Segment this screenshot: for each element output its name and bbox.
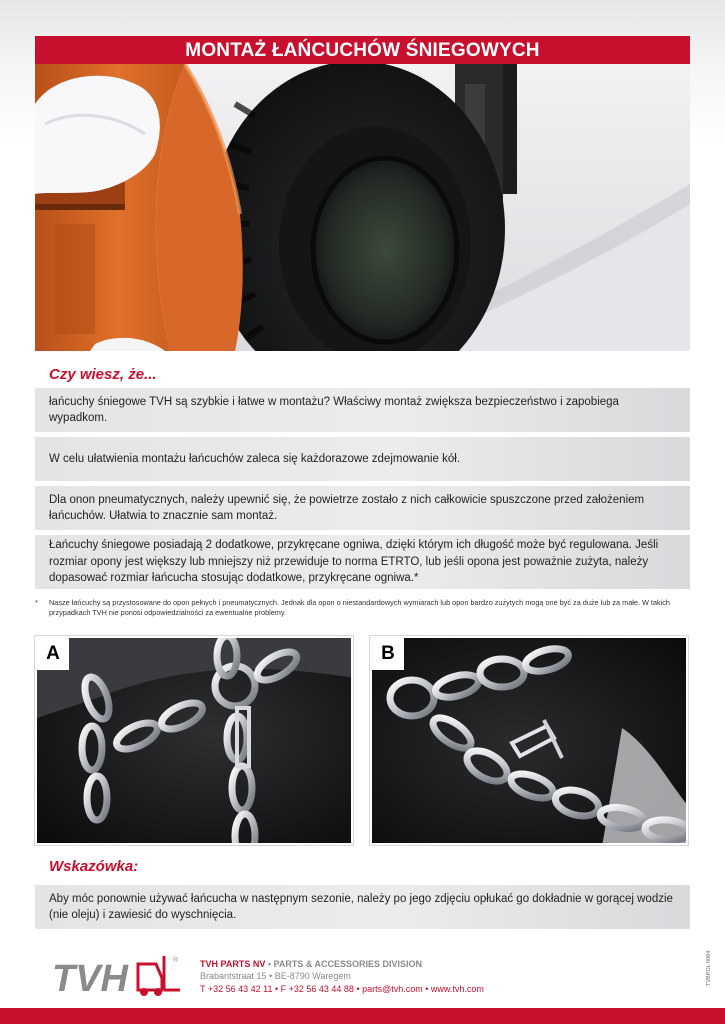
info-box-deflate-tires bbox=[35, 486, 690, 532]
tip-text: Aby móc ponownie używać łańcucha w następnym sezonie, należy po jego zdjęciu opłukać go dokładnie w gorącej wodzie (nie oleju) i zawiesić do wyschnięcia. bbox=[49, 892, 673, 921]
logo-text: TVH bbox=[52, 958, 128, 998]
tvh-logo bbox=[52, 950, 184, 998]
company-name: TVH PARTS NV bbox=[200, 959, 266, 969]
bottom-accent-bar bbox=[0, 1008, 725, 1024]
company-address: Brabantstraat 15 • BE-8790 Waregem bbox=[200, 971, 351, 982]
photo-b-chain-adjust-link bbox=[370, 636, 688, 845]
info-text: Dla onon pneumatycznych, należy upewnić się, że powietrze zostało z nich całkowicie spuszczone przed założeniem łańcuchów. Ułatwia to znacznie sam montaż. bbox=[49, 493, 645, 522]
tip-heading: Wskazówka: bbox=[49, 858, 139, 875]
document-code: TVBPOL 0064 bbox=[706, 950, 712, 986]
footnote-text: Nasze łańcuchy są przystosowane do opon pełnych i pneumatycznych. Jednak dla opon o niestandardowych wymiarach lub opon bardzo zużytych mogą one być za duże lub za małe. W takich przypadkach TVH nie ponosi odpowiedzialności za ewentualne problemy. bbox=[49, 598, 670, 617]
page-title: MONTAŻ ŁAŃCUCHÓW ŚNIEGOWYCH bbox=[35, 36, 690, 64]
company-separator: • bbox=[265, 959, 274, 969]
photo-b-label: B bbox=[372, 638, 404, 670]
info-box-remove-wheels bbox=[35, 437, 690, 483]
footnote-mark: * bbox=[35, 598, 38, 607]
info-box-adjustable-links bbox=[35, 535, 690, 591]
company-info bbox=[200, 958, 484, 995]
hero-photo-forklift-tire bbox=[35, 64, 690, 351]
info-text: Łańcuchy śniegowe posiadają 2 dodatkowe, przykręcane ogniwa, dzięki którym ich długość może być regulowana. Jeśli rozmiar opony jest większy lub mniejszy niż przewiduje to norma ETRTO, lub jeśli opona jest poważnie zużyta, należy dopasować rozmiar łańcucha stosując dodatkowe, przykręcane ogniwa.* bbox=[49, 539, 659, 585]
company-division: PARTS & ACCESSORIES DIVISION bbox=[273, 959, 423, 969]
facts-heading: Czy wiesz, że... bbox=[49, 366, 157, 383]
logo-registered-mark: ® bbox=[173, 957, 179, 964]
footnote bbox=[35, 598, 690, 618]
photo-a-chain-on-tire bbox=[35, 636, 353, 845]
info-text: łańcuchy śniegowe TVH są szybkie i łatwe w montażu? Właściwy montaż zwiększa bezpieczeństwo i zapobiega wypadkom. bbox=[49, 395, 619, 424]
company-contact: T +32 56 43 42 11 • F +32 56 43 44 88 • parts@tvh.com • www.tvh.com bbox=[200, 983, 484, 994]
photo-a-label: A bbox=[37, 638, 69, 670]
info-text: W celu ułatwienia montażu łańcuchów zaleca się każdorazowe zdejmowanie kół. bbox=[49, 452, 461, 465]
info-box-quick-mount bbox=[35, 388, 690, 434]
info-box-tip bbox=[35, 885, 690, 931]
